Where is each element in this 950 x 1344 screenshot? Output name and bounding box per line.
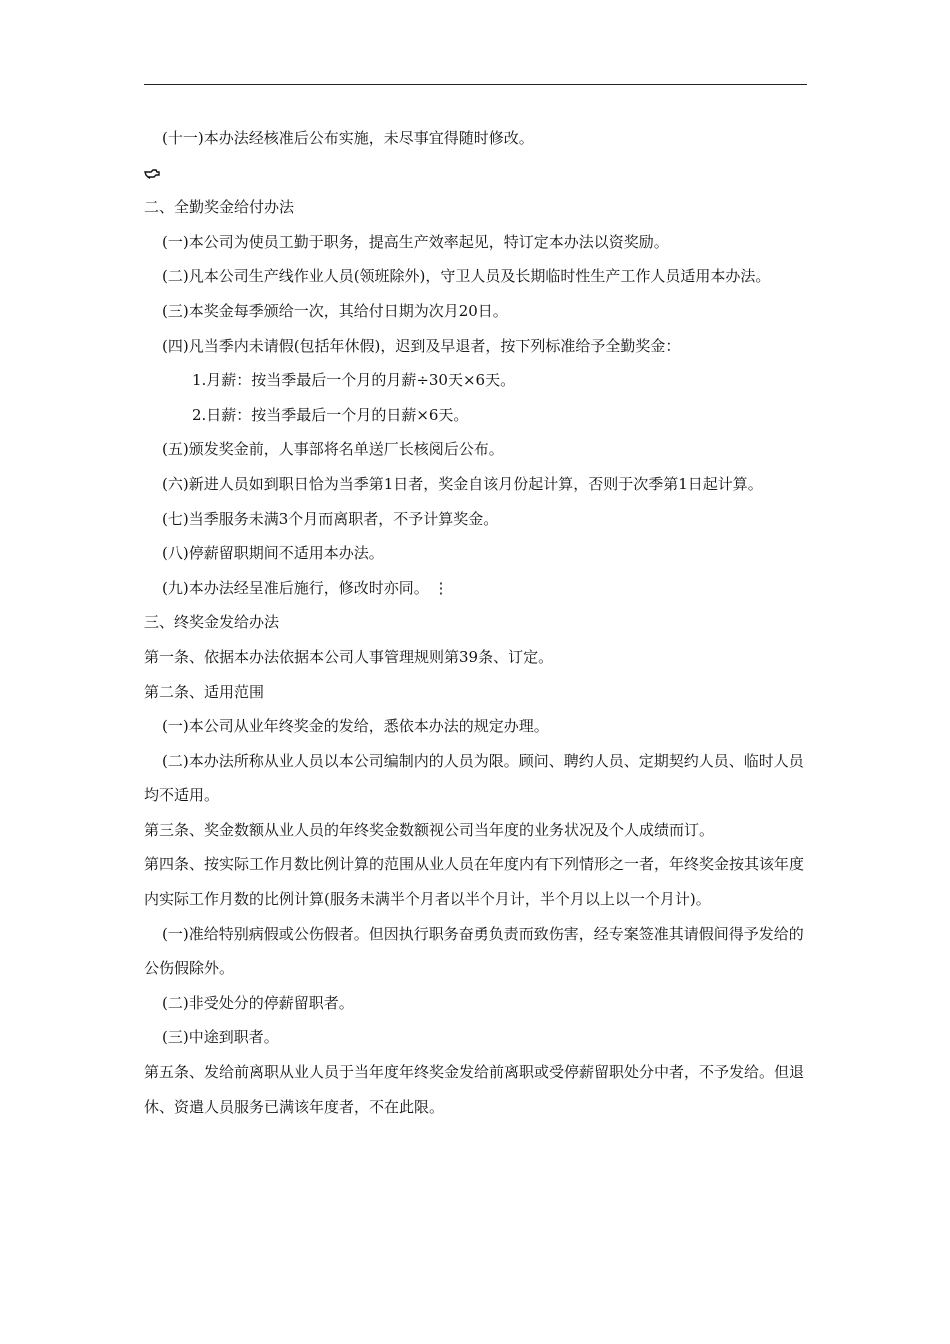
attendance-item-8: (八)停薪留职期间不适用本办法。 xyxy=(162,544,384,563)
attendance-item-9: (九)本办法经呈准后施行，修改时亦同。 ⋮ xyxy=(162,578,449,597)
attendance-item-5: (五)颁发奖金前，人事部将名单送厂长核阅后公布。 xyxy=(162,440,504,459)
article-4-item-3: (三)中途到职者。 xyxy=(162,1028,279,1047)
attendance-item-1: (一)本公司为使员工勤于职务，提高生产效率起见，特订定本办法以资奖励。 xyxy=(162,232,669,251)
article-2-item-2: (二)本办法所称从业人员以本公司编制内的人员为限。顾问、聘约人员、定期契约人员、临时人员均不适用。 xyxy=(144,751,804,805)
article-4-item-2: (二)非受处分的停薪留职者。 xyxy=(162,993,354,1012)
article-5: 第五条、发给前离职从业人员于当年度年终奖金发给前离职或受停薪留职处分中者，不予发给。但退休、资遣人员服务已满该年度者，不在此限。 xyxy=(144,1063,805,1116)
attendance-subitem-monthly: 1.月薪：按当季最后一个月的月薪÷30天×6天。 xyxy=(192,371,516,390)
article-2-item-1: (一)本公司从业年终奖金的发给，悉依本办法的规定办理。 xyxy=(162,717,549,736)
attendance-item-4: (四)凡当季内未请假(包括年休假)，迟到及早退者，按下列标准给予全勤奖金： xyxy=(162,336,681,355)
attendance-item-7: (七)当季服务未满3个月而离职者，不予计算奖金。 xyxy=(162,509,499,528)
attendance-item-6: (六)新进人员如到职日恰为当季第1日者，奖金自该月份起计算，否则于次季第1日起计算。 xyxy=(162,474,763,493)
article-2: 第二条、适用范围 xyxy=(144,682,265,701)
article-1: 第一条、依据本办法依据本公司人事管理规则第39条、订定。 xyxy=(144,647,554,666)
article-4: 第四条、按实际工作月数比例计算的范围从业人员在年度内有下列情形之一者，年终奖金按其该年度内实际工作月数的比例计算(服务未满半个月者以半个月计，半个月以上以一个月计)。 xyxy=(144,855,805,909)
attendance-item-3: (三)本奖金每季颁给一次，其给付日期为次月20日。 xyxy=(162,301,508,320)
section-heading-year-end: 三、终奖金发给办法 xyxy=(144,613,280,632)
document-body xyxy=(144,121,808,1124)
article-3: 第三条、奖金数额从业人员的年终奖金数额视公司当年度的业务状况及个人成绩而订。 xyxy=(144,820,715,839)
article-4-item-1: (一)准给特别病假或公伤假者。但因执行职务奋勇负责而致伤害，经专案签准其请假间得予发给的公伤假除外。 xyxy=(144,924,804,978)
hand-pointer-icon xyxy=(144,156,808,191)
section-heading-attendance: 二、全勤奖金给付办法 xyxy=(144,198,295,217)
attendance-subitem-daily: 2.日薪：按当季最后一个月的日薪×6天。 xyxy=(192,405,469,424)
header-rule xyxy=(144,84,807,85)
clause-11: (十一)本办法经核准后公布实施，未尽事宜得随时修改。 xyxy=(162,129,534,147)
attendance-item-2: (二)凡本公司生产线作业人员(领班除外)，守卫人员及长期临时性生产工作人员适用本办法。 xyxy=(162,267,771,286)
